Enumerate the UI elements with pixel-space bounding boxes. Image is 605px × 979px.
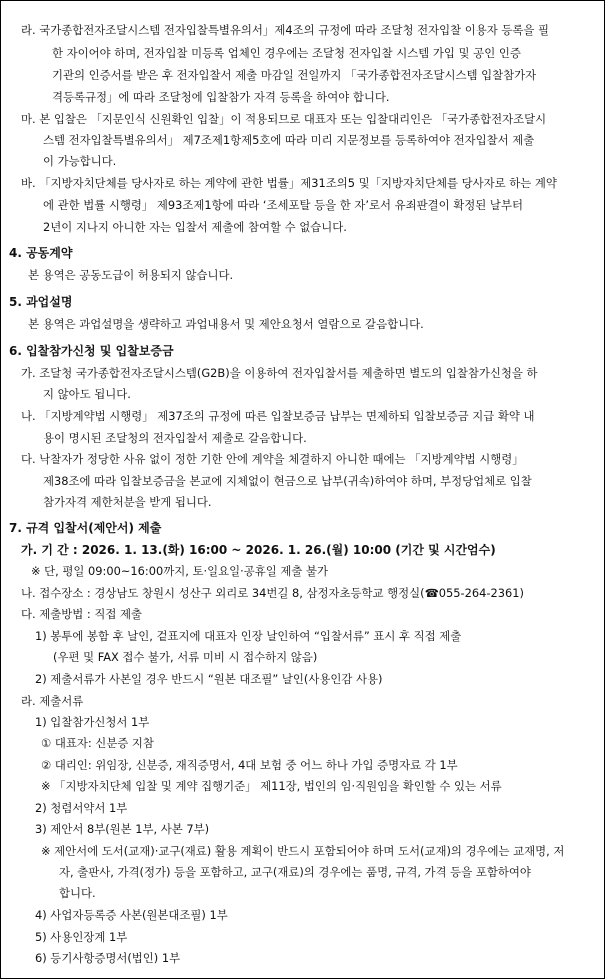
section-6-na-line-1: 나. 「지방계약법 시행령」 제37조의 규정에 따른 입찰보증금 납부는 면제하되 입찰보증금 지급 확약 내 [21,409,535,423]
section-7-location: 나. 접수장소 : 경상남도 창원시 성산구 외리로 34번길 8, 삼정자초등학교 행정실(☎055-264-2361) [21,586,524,600]
section-6-ga-line-2: 지 않아도 됩니다. [43,387,131,401]
item-ba-line-2: 에 관한 법률 시행령」 제93조제1항에 따라 ‘조세포탈 등을 한 자’로서 유죄판결이 확정된 날부터 [43,198,523,212]
section-7-method-1: 1) 봉투에 봉함 후 날인, 겉표지에 대표자 인장 날인하여 “입찰서류” 표시 후 직접 제출 [35,629,462,643]
doc-3: 3) 제안서 8부(원본 1부, 사본 7부) [35,822,210,836]
section-7-method: 다. 제출방법 : 직접 제출 [21,607,142,621]
doc-5: 5) 사용인장계 1부 [35,930,128,944]
item-ma-line-2: 스템 전자입찰특별유의서」 제7조제1항제5호에 따라 미리 지문정보를 등록하여야 전자입찰서 제출 [43,133,535,147]
section-7-heading: 7. 규격 입찰서(제안서) 제출 [9,521,162,535]
item-ra-line-4: 격등록규정」에 따라 조달청에 입찰참가 자격 등록을 하여야 합니다. [52,90,390,104]
section-5-heading: 5. 과업설명 [9,295,73,309]
doc-4: 4) 사업자등록증 사본(원본대조필) 1부 [35,908,228,922]
item-ma-line-3: 이 가능합니다. [43,154,117,168]
doc-1-a: ① 대표자: 신분증 지참 [41,736,154,750]
doc-1: 1) 입찰참가신청서 1부 [35,715,150,729]
section-5-body: 본 용역은 과업설명을 생략하고 과업내용서 및 제안요청서 열람으로 갈음합니다. [28,317,424,331]
section-4-body: 본 용역은 공동도급이 허용되지 않습니다. [28,268,234,282]
item-ra-line-2: 한 자이어야 하며, 전자입찰 미등록 업체인 경우에는 조달청 전자입찰 시스템 가입 및 공인 인증 [52,46,521,60]
item-ma-line-1: 마. 본 입찰은 「지문인식 신원확인 입찰」이 적용되므로 대표자 또는 입찰대리인은 「국가종합전자조달시 [21,112,547,126]
section-4-heading: 4. 공동계약 [9,246,73,260]
doc-1-b: ② 대리인: 위임장, 신분증, 재직증명서, 4대 보험 중 어느 하나 가입 증명자료 각 1부 [41,758,458,772]
section-7-method-2: 2) 제출서류가 사본일 경우 반드시 “원본 대조필” 날인(사용인감 사용) [35,672,383,686]
section-7-period-note: ※ 단, 평일 09:00~16:00까지, 토·일요일·공휴일 제출 불가 [31,564,329,578]
section-7-method-1-note: (우편 및 FAX 접수 불가, 서류 미비 시 접수하지 않음) [53,650,318,664]
section-6-da-line-3: 참가자격 제한처분을 받게 됩니다. [43,495,212,509]
item-ra-line-1: 라. 국가종합전자조달시스템 전자입찰특별유의서」제4조의 규정에 따라 조달청 전자입찰 이용자 등록을 필 [21,23,549,37]
item-ba-line-1: 바. 「지방자치단체를 당사자로 하는 계약에 관한 법률」제31조의5 및「지방자치단체를 당사자로 하는 계약 [21,176,557,190]
doc-3-note-line-2: 자, 출판사, 가격(정가) 등을 포함하고, 교구(재료)의 경우에는 품명, 규격, 가격 등을 포함하여야 [59,865,531,879]
doc-3-note-line-1: ※ 제안서에 도서(교재)·교구(재료) 활용 계획이 반드시 포함되어야 하며 도서(교재)의 경우에는 교재명, 저 [41,844,565,858]
section-7-period: 가. 기 간 : 2026. 1. 13.(화) 16:00 ~ 2026. 1. 26.(월) 10:00 (기간 및 시간엄수) [21,543,496,557]
doc-1-note: ※ 「지방자치단체 입찰 및 계약 집행기준」 제11장, 법인의 임·직원임을 확인할 수 있는 서류 [41,779,502,793]
doc-6: 6) 등기사항증명서(법인) 1부 [35,951,181,965]
section-7-documents-heading: 라. 제출서류 [21,694,84,708]
section-6-ga-line-1: 가. 조달청 국가종합전자조달시스템(G2B)을 이용하여 전자입찰서를 제출하면 별도의 입찰참가신청을 하 [21,366,538,380]
item-ra-line-3: 기관의 인증서를 받은 후 전자입찰서 제출 마감일 전일까지 「국가종합전자조달시스템 입찰참가자 [52,68,537,82]
item-ba-line-3: 2년이 지나지 아니한 자는 입찰서 제출에 참여할 수 없습니다. [43,220,347,234]
doc-3-note-line-3: 합니다. [59,886,96,900]
section-6-heading: 6. 입찰참가신청 및 입찰보증금 [9,344,174,358]
doc-2: 2) 청렴서약서 1부 [35,801,128,815]
section-6-da-line-2: 제38조에 따라 입찰보증금을 본교에 지체없이 현금으로 납부(귀속)하여야 하며, 부정당업체로 입찰 [43,474,532,488]
section-6-na-line-2: 용이 명시된 조달청의 전자입찰서 제출로 갈음합니다. [43,431,307,445]
section-6-da-line-1: 다. 낙찰자가 정당한 사유 없이 정한 기한 안에 계약을 체결하지 아니한 때에는 「지방계약법 시행령」 [21,452,524,466]
